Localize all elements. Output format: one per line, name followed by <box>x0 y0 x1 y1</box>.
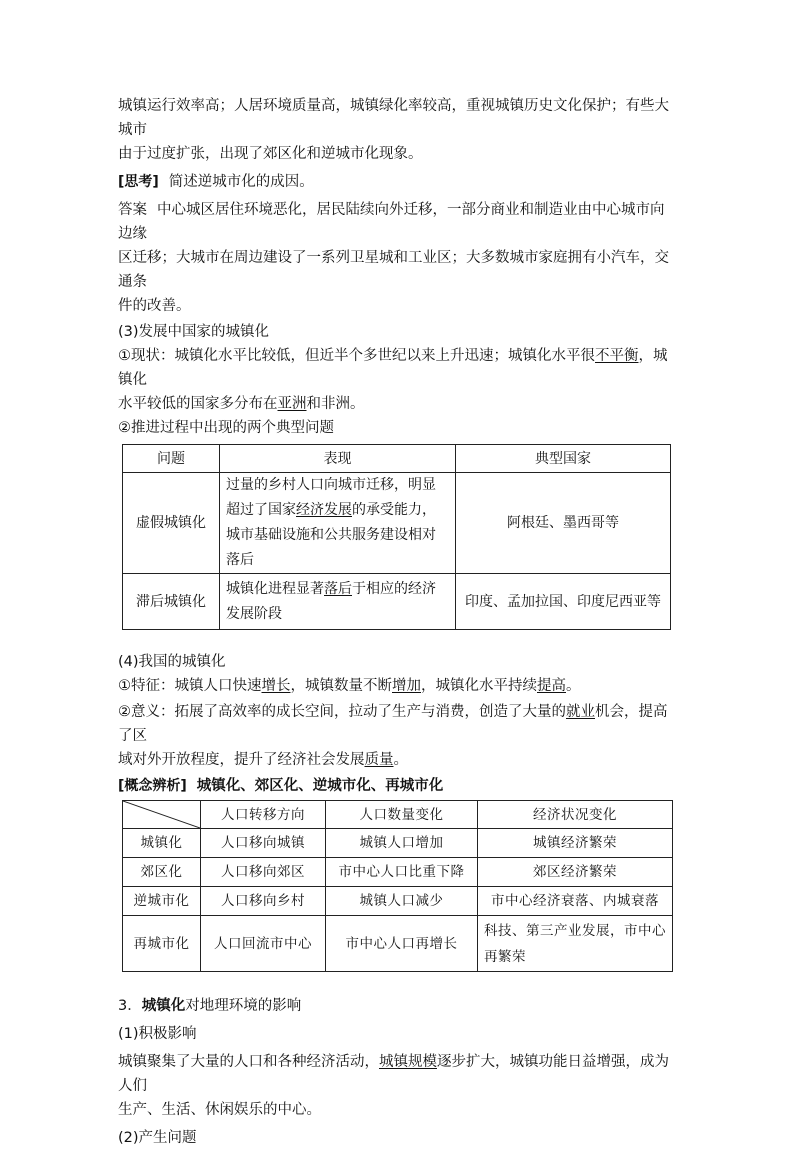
concept-title: 城镇化、郊区化、逆城市化、再城市化 <box>196 778 444 794</box>
table-row <box>123 916 673 972</box>
problem-desc: 过量的乡村人口向城市迁移，明显超过了国家经济发展的承受能力，城市基础设施和公共服务建设相对落后 <box>220 473 456 574</box>
problem-name: 滞后城镇化 <box>123 574 220 630</box>
document-page <box>118 94 678 1150</box>
concept-name: 逆城市化 <box>123 887 201 916</box>
status-text: ①现状：城镇化水平比较低，但近半个多世纪以来上升迅速；城镇化水平很 <box>118 348 595 364</box>
intro-line-1: 城镇运行效率高；人居环境质量高，城镇绿化率较高，重视城镇历史文化保护；有些大城市 <box>118 98 669 138</box>
table-row <box>123 574 671 630</box>
concept-direction: 人口移向城镇 <box>201 829 326 858</box>
table-row <box>123 473 671 574</box>
section3-status <box>118 344 678 392</box>
part3-heading: 3．城镇化对地理环境的影响 <box>118 998 302 1014</box>
problem-countries: 阿根廷、墨西哥等 <box>456 473 671 574</box>
intro-line-2: 由于过度扩张，出现了郊区化和逆城市化现象。 <box>118 146 423 162</box>
concept-economy: 科技、第三产业发展，市中心 再繁荣 <box>478 916 673 972</box>
positive-text-cont: 生产、生活、休闲娱乐的中心。 <box>118 1102 321 1118</box>
header-economy: 经济状况变化 <box>478 801 673 829</box>
think-question <box>118 170 678 194</box>
status-text: 和非洲。 <box>306 396 365 412</box>
concept-table <box>122 800 673 972</box>
think-answer <box>118 198 678 246</box>
concept-tag: [概念辨析] <box>118 778 187 794</box>
status-underline: 亚洲 <box>277 396 307 412</box>
problem-countries: 印度、孟加拉国、印度尼西亚等 <box>456 574 671 630</box>
positive-heading: (1)积极影响 <box>118 1026 197 1042</box>
answer-tag: 答案 <box>118 202 147 218</box>
negative-heading: (2)产生问题 <box>118 1130 197 1146</box>
problems-table <box>122 444 671 630</box>
table-row <box>123 445 671 473</box>
section4-feature: ①特征：城镇人口快速增长，城镇数量不断增加，城镇化水平持续提高。 <box>118 678 581 694</box>
status-underline: 不平衡 <box>595 348 639 364</box>
concept-quantity: 市中心人口再增长 <box>326 916 478 972</box>
section4-meaning-cont: 域对外开放程度，提升了经济社会发展质量。 <box>118 752 408 768</box>
table-row <box>123 829 673 858</box>
answer-line-1: 中心城区居住环境恶化，居民陆续向外迁移，一部分商业和制造业由中心城市向边缘 <box>118 202 665 242</box>
section3-heading: (3)发展中国家的城镇化 <box>118 324 270 340</box>
section4-meaning: ②意义：拓展了高效率的成长空间，拉动了生产与消费，创造了大量的就业机会，提高了区 <box>118 704 668 744</box>
concept-name: 再城市化 <box>123 916 201 972</box>
think-question-text: 简述逆城市化的成因。 <box>168 174 314 190</box>
table-row <box>123 887 673 916</box>
concept-name: 郊区化 <box>123 858 201 887</box>
concept-direction: 人口移向乡村 <box>201 887 326 916</box>
concept-direction: 人口移向郊区 <box>201 858 326 887</box>
table-row <box>123 858 673 887</box>
concept-name: 城镇化 <box>123 829 201 858</box>
header-problem: 问题 <box>123 445 220 473</box>
problem-desc: 城镇化进程显著落后于相应的经济发展阶段 <box>220 574 456 630</box>
concept-heading <box>118 774 678 798</box>
concept-direction: 人口回流市中心 <box>201 916 326 972</box>
problems-title: ②推进过程中出现的两个典型问题 <box>118 420 334 436</box>
header-direction: 人口转移方向 <box>201 801 326 829</box>
header-performance: 表现 <box>220 445 456 473</box>
diagonal-header-cell <box>123 801 201 829</box>
problem-name: 虚假城镇化 <box>123 473 220 574</box>
answer-line-3: 件的改善。 <box>118 298 191 314</box>
table-row <box>123 801 673 829</box>
concept-economy: 郊区经济繁荣 <box>478 858 673 887</box>
concept-economy: 城镇经济繁荣 <box>478 829 673 858</box>
concept-economy: 市中心经济衰落、内城衰落 <box>478 887 673 916</box>
section3-status-cont <box>118 392 678 416</box>
header-quantity: 人口数量变化 <box>326 801 478 829</box>
positive-text: 城镇聚集了大量的人口和各种经济活动，城镇规模逐步扩大，城镇功能日益增强，成为人们 <box>118 1054 669 1094</box>
concept-quantity: 市中心人口比重下降 <box>326 858 478 887</box>
concept-quantity: 城镇人口减少 <box>326 887 478 916</box>
answer-line-2: 区迁移；大城市在周边建设了一系列卫星城和工业区；大多数城市家庭拥有小汽车，交通条 <box>118 250 669 290</box>
think-tag: [思考] <box>118 174 159 190</box>
status-text: ，城镇化 <box>118 348 668 388</box>
status-text: 水平较低的国家多分布在 <box>118 396 278 412</box>
section4-heading: (4)我国的城镇化 <box>118 654 226 670</box>
header-countries: 典型国家 <box>456 445 671 473</box>
concept-quantity: 城镇人口增加 <box>326 829 478 858</box>
diagonal-line <box>123 801 200 828</box>
